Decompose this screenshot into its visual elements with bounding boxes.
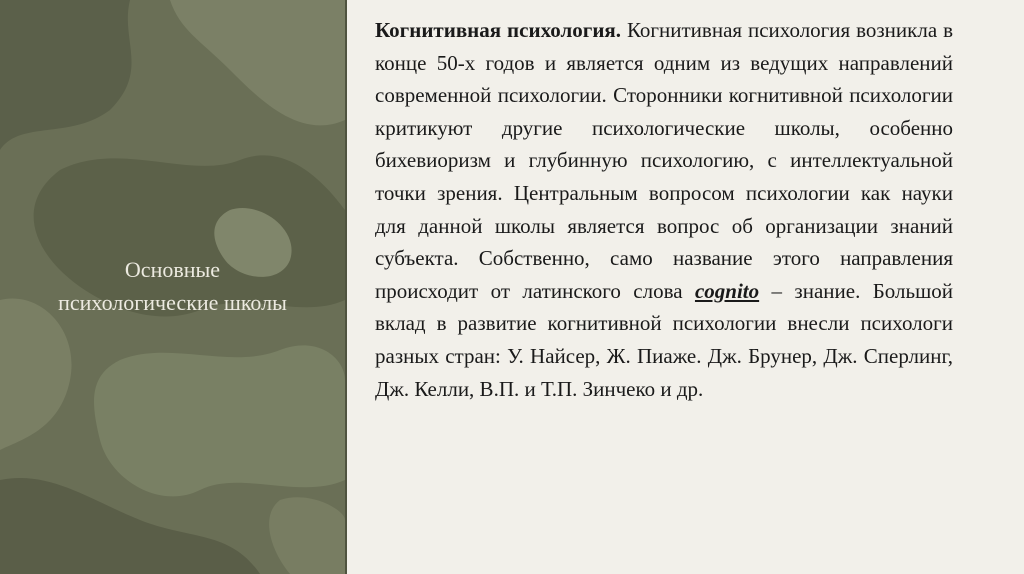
- body-heading: Когнитивная психология.: [375, 18, 622, 42]
- camouflage-panel: [0, 0, 345, 574]
- side-title-line-1: Основные: [124, 257, 221, 282]
- panel-divider: [345, 0, 347, 574]
- body-term: cognito: [694, 278, 760, 303]
- side-title-line-2: психологические школы: [58, 290, 287, 315]
- body-text-part-2: – знание. Большой вклад в развитие когнитивной психологии внесли психологи разных стран: У. Найсер, Ж. Пиаже. Дж. Брунер, Дж. Сперлинг, Дж. Келли, В.П. и Т.П. Зинчеко и др.: [375, 278, 953, 401]
- slide-body-text: [375, 14, 953, 405]
- body-text-part-1: Когнитивная психология возникла в конце 50-х годов и является одним из ведущих направлений современной психологии. Сторонники когнитивной психологии критикуют другие психологические школы, особенно бихевиоризм и глубинную психологию, с интеллектуальной точки зрения. Центральным вопросом психологии как науки для данной школы является вопрос об организации знаний субъекта. Собственно, само название этого направления происходит от латинского слова: [375, 18, 953, 303]
- slide-side-title: [0, 253, 345, 319]
